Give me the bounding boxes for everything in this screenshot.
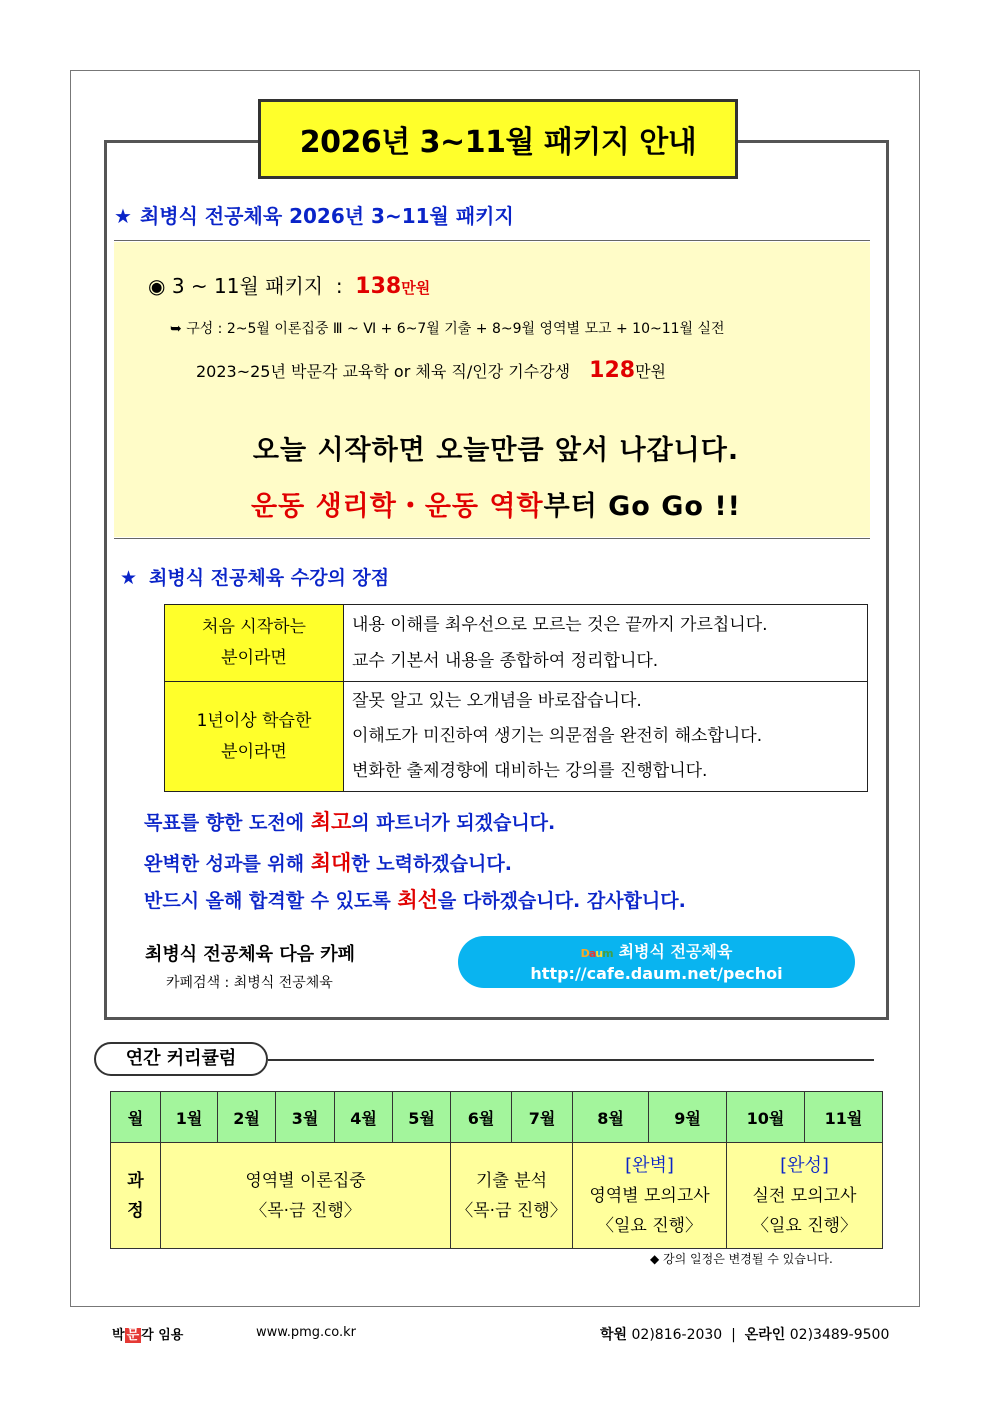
cafe-title: 최병식 전공체육 다음 카페	[145, 944, 356, 965]
slogan-line-1: 오늘 시작하면 오늘만큼 앞서 나갑니다.	[252, 435, 740, 466]
website-link[interactable]: www.pmg.co.kr	[256, 1325, 357, 1340]
month-cell: 8월	[573, 1092, 649, 1143]
month-cell: 10월	[727, 1092, 805, 1143]
table-row	[165, 605, 868, 682]
promise-line-3: 반드시 올해 합격할 수 있도록 최선을 다하겠습니다. 감사합니다.	[144, 888, 686, 912]
curriculum-label: 연간 커리큘럼	[94, 1042, 268, 1076]
page-title: 2026년 3~11월 패키지 안내	[258, 99, 738, 179]
bullet-icon: ◉	[148, 274, 166, 298]
row-content: 잘못 알고 있는 오개념을 바로잡습니다. 이해도가 미진하여 생기는 의문점을 완전히 해소합니다. 변화한 출제경향에 대비하는 강의를 진행합니다.	[344, 682, 868, 792]
row-label: 처음 시작하는 분이라면	[165, 605, 344, 682]
schedule-notice: ◆ 강의 일정은 변경될 수 있습니다.	[650, 1252, 833, 1266]
daum-logo-icon: Daum	[580, 947, 613, 960]
curriculum-table	[110, 1091, 883, 1249]
month-cell: 6월	[451, 1092, 512, 1143]
month-header: 월	[111, 1092, 161, 1143]
month-cell: 7월	[512, 1092, 573, 1143]
alumni-price: 128	[589, 358, 636, 383]
table-row	[111, 1143, 883, 1249]
promise-line-2: 완벽한 성과를 위해 최대한 노력하겠습니다.	[144, 851, 512, 875]
month-cell: 9월	[649, 1092, 727, 1143]
cafe-search: 카페검색 : 최병식 전공체육	[166, 975, 333, 991]
arrow-icon: ➥	[170, 321, 182, 337]
divider	[268, 1059, 874, 1061]
table-row	[111, 1092, 883, 1143]
row-content: 내용 이해를 최우선으로 모르는 것은 끝까지 가르칩니다. 교수 기본서 내용을 종합하여 정리합니다.	[344, 605, 868, 682]
divider	[114, 240, 870, 241]
month-cell: 2월	[218, 1092, 276, 1143]
cafe-url[interactable]: http://cafe.daum.net/pechoi	[530, 964, 783, 983]
advantages-heading: ★ 최병식 전공체육 수강의 장점	[120, 567, 390, 589]
slogan-line-2: 운동 생리학・운동 역학부터 Go Go !!	[251, 491, 741, 522]
curriculum-block: 영역별 이론집중 〈목·금 진행〉	[161, 1143, 451, 1249]
month-cell: 11월	[805, 1092, 883, 1143]
contact-phones: 학원 02)816-2030 | 온라인 02)3489-9500	[600, 1327, 890, 1343]
divider	[114, 538, 870, 539]
curriculum-block: 기출 분석 〈목·금 진행〉	[451, 1143, 573, 1249]
alumni-price-line: 2023~25년 박문각 교육학 or 체육 직/인강 기수강생 128만원	[196, 358, 667, 383]
month-cell: 1월	[161, 1092, 218, 1143]
package-price: 138	[355, 274, 402, 299]
month-cell: 5월	[393, 1092, 451, 1143]
row-label: 1년이상 학습한 분이라면	[165, 682, 344, 792]
curriculum-block: [완벽] 영역별 모의고사 〈일요 진행〉	[573, 1143, 727, 1249]
plan-header: 과 정	[111, 1143, 161, 1249]
month-cell: 3월	[276, 1092, 335, 1143]
publisher-logo: 박 문 각 임용	[112, 1328, 184, 1343]
package-price-line: ◉ 3 ~ 11월 패키지 : 138만원	[148, 274, 431, 299]
package-composition: ➥ 구성 : 2~5월 이론집중 Ⅲ ~ Ⅵ + 6~7월 기출 + 8~9월 영역별 모고 + 10~11월 실전	[170, 321, 725, 337]
month-cell: 4월	[335, 1092, 393, 1143]
cafe-link-button[interactable]: Daum 최병식 전공체육 http://cafe.daum.net/pechoi	[458, 936, 855, 988]
advantages-table	[164, 604, 868, 792]
package-section-heading: ★ 최병식 전공체육 2026년 3~11월 패키지	[114, 204, 514, 228]
table-row	[165, 682, 868, 792]
curriculum-block: [완성] 실전 모의고사 〈일요 진행〉	[727, 1143, 883, 1249]
star-icon: ★	[120, 567, 138, 589]
promise-line-1: 목표를 향한 도전에 최고의 파트너가 되겠습니다.	[144, 810, 556, 834]
star-icon: ★	[114, 204, 132, 228]
